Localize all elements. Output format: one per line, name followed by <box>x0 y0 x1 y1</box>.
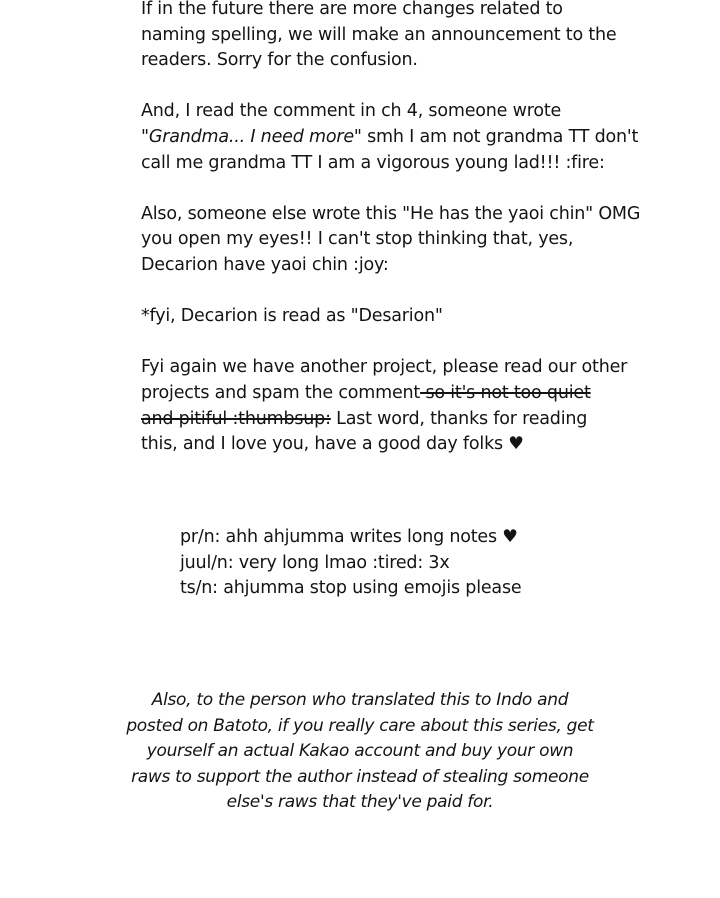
note-line: *fyi, Decarion is read as "Desarion" <box>141 306 443 327</box>
note-line: readers. Sorry for the confusion. <box>141 50 418 71</box>
note-line: this, and I love you, have a good day folks ♥ <box>141 434 524 455</box>
quoted-comment: "Grandma... I need more" <box>141 126 362 147</box>
notice-line: Also, to the person who translated this to Indo and <box>151 690 569 710</box>
note-text: smh I am not grandma TT don't <box>361 126 639 147</box>
note-line: call me grandma TT I am a vigorous young lad!!! :fire: <box>141 152 605 173</box>
note-line <box>141 381 651 407</box>
notice-line: raws to support the author instead of stealing someone <box>131 766 589 787</box>
note-text: projects and spam the comment <box>141 382 421 403</box>
note-line: Also, someone else wrote this "He has the yaoi chin" OMG <box>141 203 641 224</box>
note-line: Fyi again we have another project, please read our other <box>141 357 628 378</box>
note-line: you open my eyes!! I can't stop thinking that, yes, <box>141 229 574 250</box>
note-line: And, I read the comment in ch 4, someone wrote <box>141 101 562 122</box>
translator-note: ts/n: ahjumma stop using emojis please <box>180 578 522 599</box>
strikethrough-text: and pitiful :thumbsup: <box>141 408 331 429</box>
staff-credits <box>180 525 580 602</box>
note-paragraph-naming <box>141 0 651 74</box>
note-text: Last word, thanks for reading <box>330 408 588 429</box>
anti-piracy-notice <box>110 688 610 816</box>
note-line: naming spelling, we will make an announcement to the <box>141 24 617 45</box>
translator-notes <box>141 0 651 483</box>
proofreader-note: pr/n: ahh ahjumma writes long notes ♥ <box>180 527 518 547</box>
note-line: If in the future there are more changes related to <box>141 0 563 19</box>
note-paragraph-yaoi-chin <box>141 202 651 279</box>
note-line: Decarion have yaoi chin :joy: <box>141 254 389 275</box>
strikethrough-text: so it's not too quiet <box>420 382 591 403</box>
note-paragraph-projects <box>141 355 651 457</box>
notice-line: yourself an actual Kakao account and buy your own <box>146 741 574 762</box>
note-paragraph-grandma <box>141 99 651 176</box>
notice-line: else's raws that they've paid for. <box>226 792 494 813</box>
note-line <box>141 407 651 433</box>
note-line <box>141 125 651 151</box>
notice-line: posted on Batoto, if you really care about this series, get <box>126 715 594 736</box>
note-paragraph-pronunciation <box>141 304 651 330</box>
typesetter-note: juul/n: very long lmao :tired: 3x <box>180 552 450 573</box>
